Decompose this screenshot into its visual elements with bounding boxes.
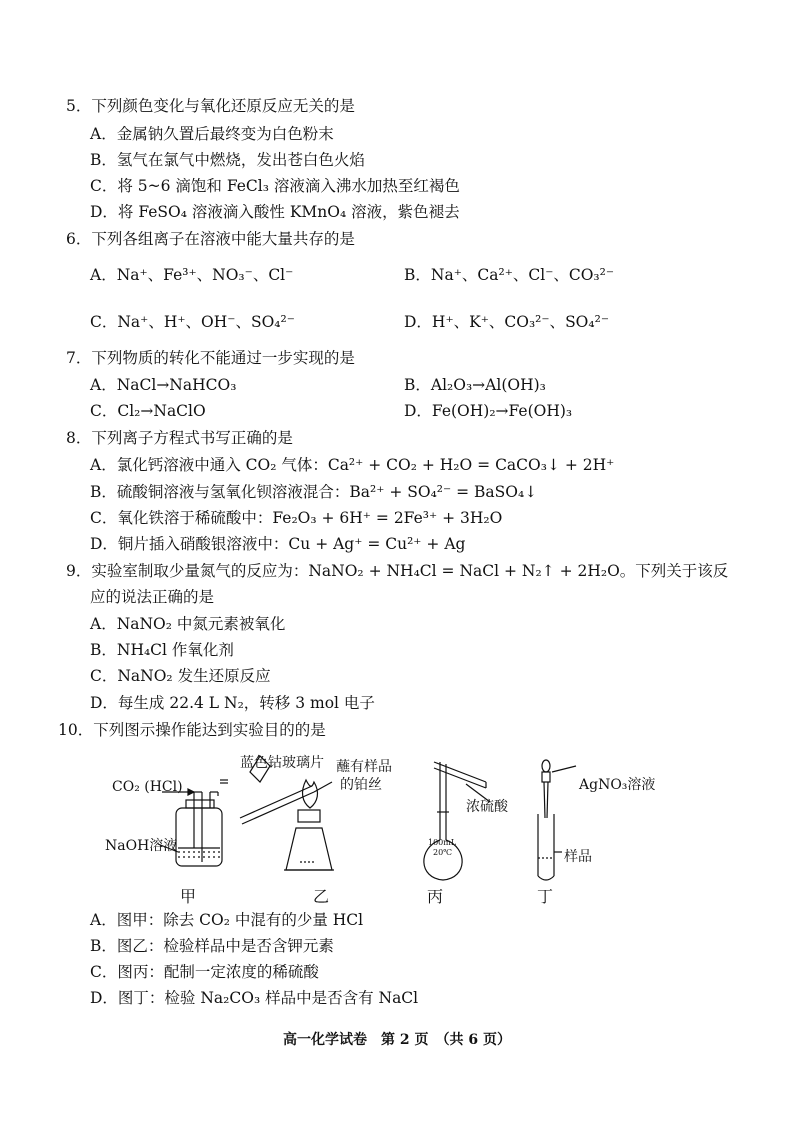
figure-label-yi: 乙 xyxy=(313,887,330,906)
q10-stem: 10．下列图示操作能达到实验目的的是 xyxy=(58,721,326,739)
bing-acid-label: 浓硫酸 xyxy=(466,799,508,815)
q6-option-d: D．H⁺、K⁺、CO₃²⁻、SO₄²⁻ xyxy=(404,313,609,331)
q9-option-d: D．每生成 22.4 L N₂，转移 3 mol 电子 xyxy=(90,694,375,712)
q10-option-c: C．图丙：配制一定浓度的稀硫酸 xyxy=(90,963,319,981)
q5-stem: 5．下列颜色变化与氧化还原反应无关的是 xyxy=(66,97,355,115)
q7-stem: 7．下列物质的转化不能通过一步实现的是 xyxy=(66,349,355,367)
q8-option-d: D．铜片插入硝酸银溶液中：Cu + Ag⁺ = Cu²⁺ + Ag xyxy=(90,535,466,553)
figure-label-ding: 丁 xyxy=(537,887,554,906)
figure-label-jia: 甲 xyxy=(180,887,197,906)
q8-option-b: B．硫酸铜溶液与氢氧化钡溶液混合：Ba²⁺ + SO₄²⁻ = BaSO₄↓ xyxy=(90,483,538,501)
bing-flask-temp: 20℃ xyxy=(433,848,453,857)
q7-option-b: B．Al₂O₃→Al(OH)₃ xyxy=(404,376,546,394)
q5-option-b: B．氢气在氯气中燃烧，发出苍白色火焰 xyxy=(90,151,365,169)
q5-option-c: C．将 5~6 滴饱和 FeCl₃ 溶液滴入沸水加热至红褐色 xyxy=(90,177,460,195)
q10-option-b: B．图乙：检验样品中是否含钾元素 xyxy=(90,937,334,955)
q10-option-d: D．图丁：检验 Na₂CO₃ 样品中是否含有 NaCl xyxy=(90,989,419,1007)
ding-sample-label: 样品 xyxy=(564,849,592,865)
page-footer: 高一化学试卷 第 2 页 （共 6 页） xyxy=(283,1032,511,1048)
q7-option-a: A．NaCl→NaHCO₃ xyxy=(90,376,237,394)
q9-option-a: A．NaNO₂ 中氮元素被氧化 xyxy=(90,615,286,633)
q8-option-c: C．氧化铁溶于稀硫酸中：Fe₂O₃ + 6H⁺ = 2Fe³⁺ + 3H₂O xyxy=(90,509,503,527)
alcohol-lamp-yi xyxy=(220,756,334,870)
jia-gas-label: CO₂ (HCl) xyxy=(112,779,183,795)
q8-stem: 8．下列离子方程式书写正确的是 xyxy=(66,429,293,447)
q5-option-a: A．金属钠久置后最终变为白色粉末 xyxy=(90,125,334,143)
q5-option-d: D．将 FeSO₄ 溶液滴入酸性 KMnO₄ 溶液，紫色褪去 xyxy=(90,203,460,221)
q9-option-b: B．NH₄Cl 作氧化剂 xyxy=(90,641,234,659)
q6-stem: 6．下列各组离子在溶液中能大量共存的是 xyxy=(66,230,355,248)
q10-option-a: A．图甲：除去 CO₂ 中混有的少量 HCl xyxy=(90,911,364,929)
q7-option-c: C．Cl₂→NaClO xyxy=(90,402,206,420)
figure-label-bing: 丙 xyxy=(427,887,444,906)
q9-stem-line2: 应的说法正确的是 xyxy=(90,588,215,606)
q6-option-b: B．Na⁺、Ca²⁺、Cl⁻、CO₃²⁻ xyxy=(404,266,615,284)
yi-wire-label-2: 的铂丝 xyxy=(340,777,382,793)
q9-option-c: C．NaNO₂ 发生还原反应 xyxy=(90,667,271,685)
yi-glass-label: 蓝色钴玻璃片 xyxy=(240,755,324,771)
q6-option-a: A．Na⁺、Fe³⁺、NO₃⁻、Cl⁻ xyxy=(90,266,294,284)
volumetric-flask-bing xyxy=(424,762,490,880)
ding-reagent-label: AgNO₃溶液 xyxy=(579,777,656,793)
q8-option-a: A．氯化钙溶液中通入 CO₂ 气体：Ca²⁺ + CO₂ + H₂O = CaCO₃↓ + 2H⁺ xyxy=(90,456,615,474)
q9-stem-line1: 9．实验室制取少量氮气的反应为：NaNO₂ + NH₄Cl = NaCl + N₂↑ + 2H₂O。下列关于该反 xyxy=(66,562,729,580)
q6-option-c: C．Na⁺、H⁺、OH⁻、SO₄²⁻ xyxy=(90,313,295,331)
q7-option-d: D．Fe(OH)₂→Fe(OH)₃ xyxy=(404,402,573,420)
jia-solution-label: NaOH溶液 xyxy=(105,838,178,854)
bing-flask-volume: 100mL xyxy=(428,838,457,847)
yi-wire-label-1: 蘸有样品 xyxy=(336,759,392,775)
